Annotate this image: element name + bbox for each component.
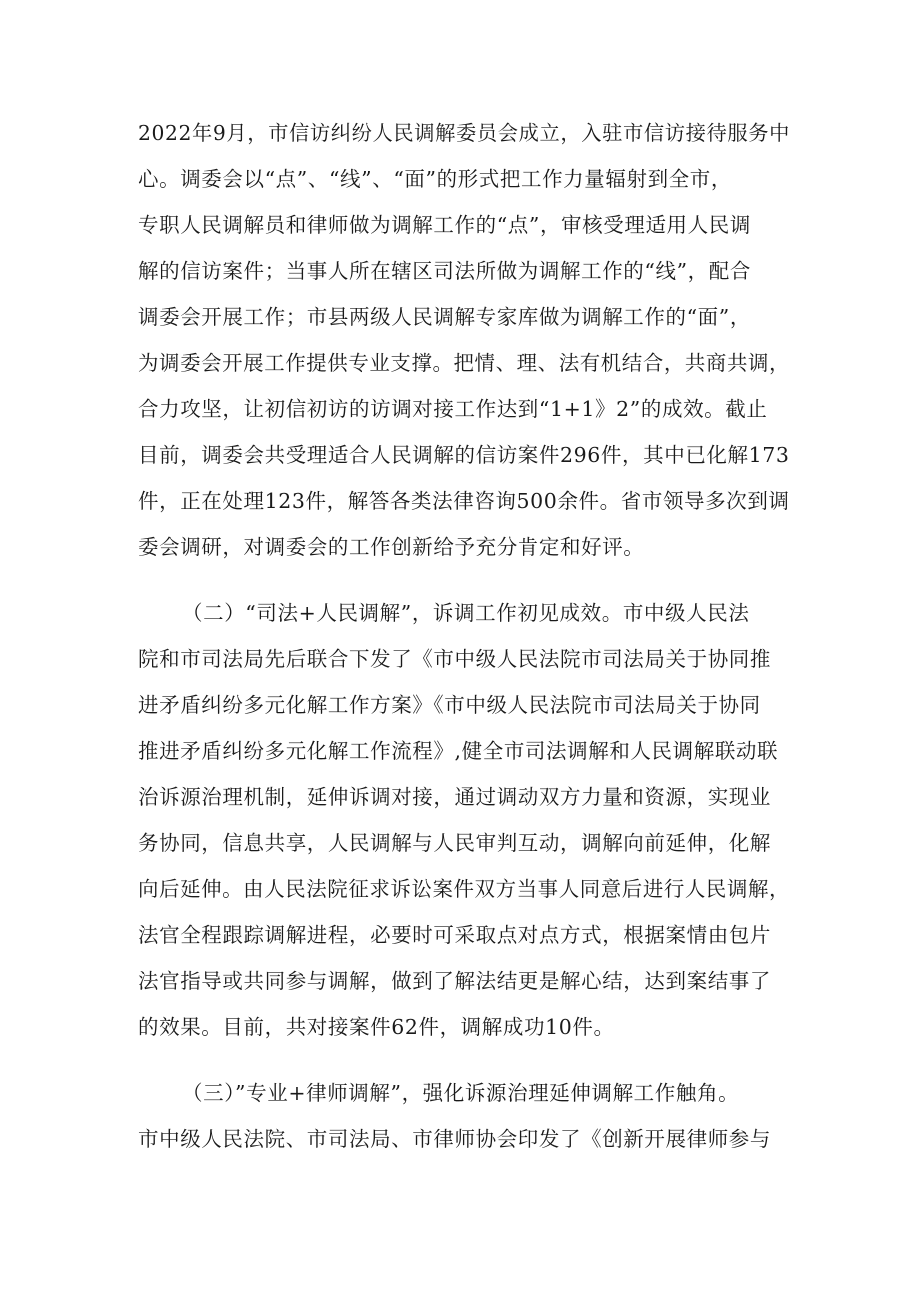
- paragraph-2-line-4: 推进矛盾纠纷多元化解工作流程》,健全市司法调解和人民调解联动联: [138, 739, 779, 763]
- paragraph-2-line-10: 的效果。目前，共对接案件62件，调解成功10件。: [138, 1015, 615, 1039]
- paragraph-3-heading-line: （三）”专业+律师调解”，强化诉源治理延伸调解工作触角。: [182, 1081, 740, 1105]
- paragraph-3-line-2: 市中级人民法院、市司法局、市律师协会印发了《创新开展律师参与: [138, 1127, 771, 1151]
- paragraph-1-line-3: 专职人民调解员和律师做为调解工作的“点”，审核受理适用人民调: [138, 213, 751, 237]
- paragraph-2-line-7: 向后延伸。由人民法院征求诉讼案件双方当事人同意后进行人民调解，: [138, 877, 791, 901]
- paragraph-2-line-8: 法官全程跟踪调解进程，必要时可采取点对点方式，根据案情由包片: [138, 923, 771, 947]
- paragraph-1-line-4: 解的信访案件；当事人所在辖区司法所做为调解工作的“线”，配合: [138, 259, 751, 283]
- paragraph-1-line-9: 件，正在处理123件，解答各类法律咨询500余件。省市领导多次到调: [138, 489, 790, 513]
- paragraph-2-line-5: 治诉源治理机制，延伸诉调对接，通过调动双方力量和资源，实现业: [138, 785, 771, 809]
- paragraph-1-line-10: 委会调研，对调委会的工作创新给予充分肯定和好评。: [138, 535, 645, 559]
- paragraph-1-line-7: 合力攻坚，让初信初访的访调对接工作达到“1+1》2”的成效。截止: [138, 397, 768, 421]
- paragraph-1-line-8: 目前，调委会共受理适合人民调解的信访案件296件，其中已化解173: [138, 443, 790, 467]
- paragraph-1-line-2: 心。调委会以“点”、“线”、“面”的形式把工作力量辐射到全市，: [138, 167, 732, 191]
- paragraph-1-line-1: 2022年9月，市信访纠纷人民调解委员会成立，入驻市信访接待服务中: [138, 121, 791, 145]
- paragraph-2-line-9: 法官指导或共同参与调解，做到了解法结更是解心结，达到案结事了: [138, 969, 771, 993]
- paragraph-1-line-5: 调委会开展工作；市县两级人民调解专家库做为调解工作的“面”，: [138, 305, 751, 329]
- paragraph-2-heading-line: （二）“司法+人民调解”，诉调工作初见成效。市中级人民法: [182, 601, 750, 625]
- paragraph-1-line-6: 为调委会开展工作提供专业支撑。把情、理、法有机结合，共商共调，: [138, 351, 791, 375]
- paragraph-2-line-6: 务协同，信息共享，人民调解与人民审判互动，调解向前延伸，化解: [138, 831, 771, 855]
- paragraph-2-line-2: 院和市司法局先后联合下发了《市中级人民法院市司法局关于协同推: [138, 647, 771, 671]
- paragraph-2-line-3: 进矛盾纠纷多元化解工作方案》《市中级人民法院市司法局关于协同: [138, 693, 761, 717]
